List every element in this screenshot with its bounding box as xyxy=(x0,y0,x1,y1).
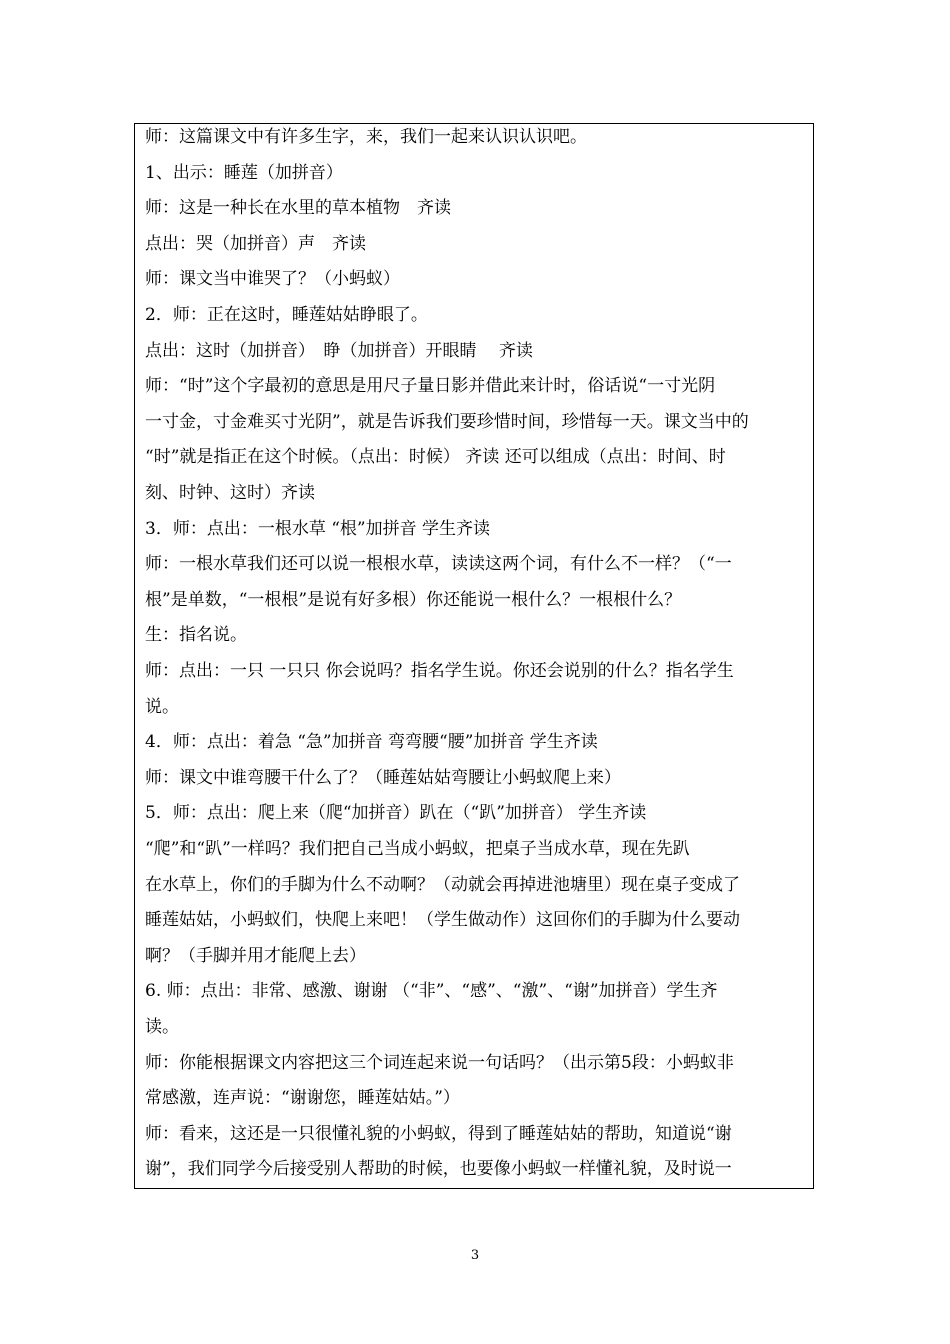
text-line: 点出：这时（加拼音） 睁（加拼音）开眼睛 齐读 xyxy=(145,340,533,361)
text-line: 常感激，连声说：“谢谢您，睡莲姑姑。”） xyxy=(145,1088,460,1109)
text-line: 说。 xyxy=(145,696,179,717)
lesson-text-box xyxy=(134,123,814,1189)
text-line: 4．师：点出：着急 “急”加拼音 弯弯腰“腰”加拼音 学生齐读 xyxy=(145,732,598,753)
text-line: 师：你能根据课文内容把这三个词连起来说一句话吗？（出示第5段：小蚂蚁非 xyxy=(145,1052,734,1073)
text-line: 一寸金，寸金难买寸光阴”，就是告诉我们要珍惜时间，珍惜每一天。课文当中的 xyxy=(145,411,749,432)
text-line: 师：课文当中谁哭了？（小蚂蚁） xyxy=(145,269,400,290)
text-line: 3．师：点出：一根水草 “根”加拼音 学生齐读 xyxy=(145,518,491,539)
text-line: 师：“时”这个字最初的意思是用尺子量日影并借此来计时，俗话说“一寸光阴 xyxy=(145,376,716,397)
text-line: 师：看来，这还是一只很懂礼貌的小蚂蚁，得到了睡莲姑姑的帮助，知道说“谢 xyxy=(145,1123,732,1144)
text-line: 在水草上，你们的手脚为什么不动啊？（动就会再掉进池塘里）现在桌子变成了 xyxy=(145,874,740,895)
text-line: “时”就是指正在这个时候。（点出：时候） 齐读 还可以组成（点出：时间、时 xyxy=(145,447,726,468)
text-line: 生：指名说。 xyxy=(145,625,247,646)
text-line: 师：这篇课文中有许多生字，来，我们一起来认识认识吧。 xyxy=(145,127,587,147)
text-line: 点出：哭（加拼音）声 齐读 xyxy=(145,233,366,254)
text-line: 根”是单数，“一根根”是说有好多根）你还能说一根什么？一根根什么？ xyxy=(145,589,682,610)
text-line: 啊？（手脚并用才能爬上去） xyxy=(145,945,366,966)
text-line: 6. 师：点出：非常、感激、谢谢 （“非”、“感”、“激”、“谢”加拼音）学生齐 xyxy=(145,981,718,1002)
text-line: 睡莲姑姑，小蚂蚁们，快爬上来吧！（学生做动作）这回你们的手脚为什么要动 xyxy=(145,910,740,931)
page-number: 3 xyxy=(470,1248,480,1263)
text-line: 1、出示：睡莲（加拼音） xyxy=(145,162,343,183)
text-line: 5．师：点出：爬上来（爬“加拼音）趴在（“趴”加拼音） 学生齐读 xyxy=(145,803,647,824)
text-line: 刻、时钟、这时）齐读 xyxy=(145,483,315,503)
text-line: “爬”和“趴”一样吗？我们把自己当成小蚂蚁，把桌子当成水草，现在先趴 xyxy=(145,839,690,859)
text-line: 2．师：正在这时，睡莲姑姑睁眼了。 xyxy=(145,305,428,325)
text-line: 师：一根水草我们还可以说一根根水草，读读这两个词，有什么不一样？（“一 xyxy=(145,554,732,575)
text-line: 读。 xyxy=(145,1017,179,1037)
text-line: 师：点出：一只 一只只 你会说吗？指名学生说。你还会说别的什么？指名学生 xyxy=(145,661,734,681)
text-line: 谢”，我们同学今后接受别人帮助的时候，也要像小蚂蚁一样懂礼貌，及时说一 xyxy=(145,1159,732,1180)
text-line: 师：课文中谁弯腰干什么了？（睡莲姑姑弯腰让小蚂蚁爬上来） xyxy=(145,767,621,788)
text-line: 师：这是一种长在水里的草本植物 齐读 xyxy=(145,198,451,219)
